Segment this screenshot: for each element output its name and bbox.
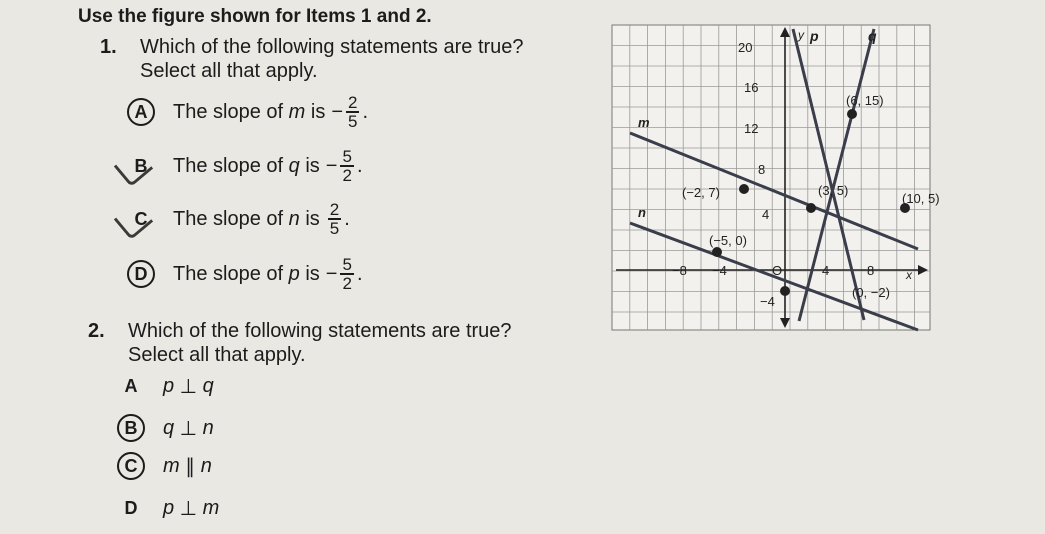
line-m-label: m (638, 115, 650, 130)
line-n-label: n (638, 205, 646, 220)
q2-option-b[interactable] (117, 414, 214, 442)
option-end: . (344, 207, 350, 230)
origin-label: O (772, 263, 783, 278)
label-neg2-7: (−2, 7) (682, 185, 720, 200)
option-var: m (288, 100, 306, 123)
label-6-15: (6, 15) (846, 93, 884, 108)
q1-option-c[interactable] (127, 201, 350, 237)
line-q-label: q (868, 28, 877, 44)
label-3-5: (3, 5) (818, 183, 849, 198)
line-p-label: p (810, 28, 819, 44)
q1-option-a[interactable] (127, 94, 368, 130)
option-sign: − (325, 262, 338, 285)
q1-option-b[interactable] (127, 148, 363, 184)
point-neg2-7 (739, 184, 749, 194)
tick-y-16: 16 (744, 80, 759, 95)
x-axis-label: x (906, 268, 912, 282)
tick-y-neg4: −4 (760, 294, 775, 309)
tick-y-20: 20 (738, 40, 753, 55)
label-neg5-0: (−5, 0) (709, 233, 747, 248)
label-0-neg2: (0, −2) (852, 285, 890, 300)
coordinate-graph (612, 25, 940, 330)
tick-x-neg4: −4 (712, 263, 727, 278)
q2-option-d[interactable] (117, 494, 219, 522)
option-fraction: $\frac{2}{5}$ (348, 93, 358, 131)
expr-op: ⊥ (179, 375, 198, 398)
y-axis-label: y (798, 28, 804, 42)
option-letter: D (124, 497, 138, 518)
label-10-5: (10, 5) (902, 191, 940, 206)
expr-right: n (200, 454, 212, 477)
expr-op: ⊥ (179, 497, 198, 520)
point-3-5 (806, 203, 816, 213)
page-heading: Use the figure shown for Items 1 and 2. (78, 6, 432, 27)
point-0-neg2 (780, 286, 790, 296)
expr-left: p (163, 374, 175, 397)
expr-right: q (202, 374, 214, 397)
option-is: is (305, 262, 320, 285)
option-prefix: The slope of (173, 154, 284, 177)
expr-left: m (163, 454, 180, 477)
q2-text: Which of the following statements are true? (128, 320, 512, 342)
q2-option-a[interactable] (117, 372, 214, 400)
option-var: q (288, 154, 300, 177)
expr-left: p (163, 496, 175, 519)
option-letter: D (127, 260, 155, 288)
option-end: . (356, 262, 363, 285)
q2-option-c[interactable] (117, 452, 212, 480)
option-letter: B (127, 152, 155, 180)
expr-left: q (163, 416, 175, 439)
q1-sub: Select all that apply. (140, 60, 318, 82)
option-fraction: $\frac{5}{2}$ (342, 147, 352, 185)
tick-x-8: 8 (867, 263, 875, 278)
option-var: p (288, 262, 300, 285)
tick-y-8: 8 (758, 162, 766, 177)
expr-op: ∥ (185, 455, 196, 478)
option-var: n (288, 207, 300, 230)
expr-right: n (202, 416, 214, 439)
option-end: . (362, 100, 369, 123)
option-prefix: The slope of (173, 100, 284, 123)
option-letter: B (117, 414, 145, 442)
q2-sub: Select all that apply. (128, 344, 306, 366)
option-is: is (305, 154, 320, 177)
option-letter: A (127, 98, 155, 126)
option-prefix: The slope of (173, 262, 284, 285)
option-sign: − (325, 154, 338, 177)
q1-number: 1. (100, 36, 117, 58)
option-fraction: $\frac{5}{2}$ (342, 255, 352, 293)
expr-right: m (202, 496, 220, 519)
tick-y-12: 12 (744, 121, 759, 136)
option-letter: C (127, 205, 155, 233)
point-6-15 (847, 109, 857, 119)
option-is: is (310, 100, 326, 123)
option-sign: − (331, 100, 344, 123)
expr-op: ⊥ (179, 417, 198, 440)
tick-x-neg8: −8 (672, 263, 687, 278)
option-letter: C (117, 452, 145, 480)
option-letter: A (124, 375, 138, 396)
q1-option-d[interactable] (127, 256, 363, 292)
q1-text: Which of the following statements are true? (140, 36, 524, 58)
point-neg5-0 (712, 247, 722, 257)
option-prefix: The slope of (173, 207, 284, 230)
option-fraction: $\frac{2}{5}$ (329, 200, 340, 238)
q2-number: 2. (88, 320, 105, 342)
option-is: is (305, 207, 320, 230)
tick-x-4: 4 (822, 263, 830, 278)
tick-y-4: 4 (762, 207, 770, 222)
option-end: . (356, 154, 363, 177)
